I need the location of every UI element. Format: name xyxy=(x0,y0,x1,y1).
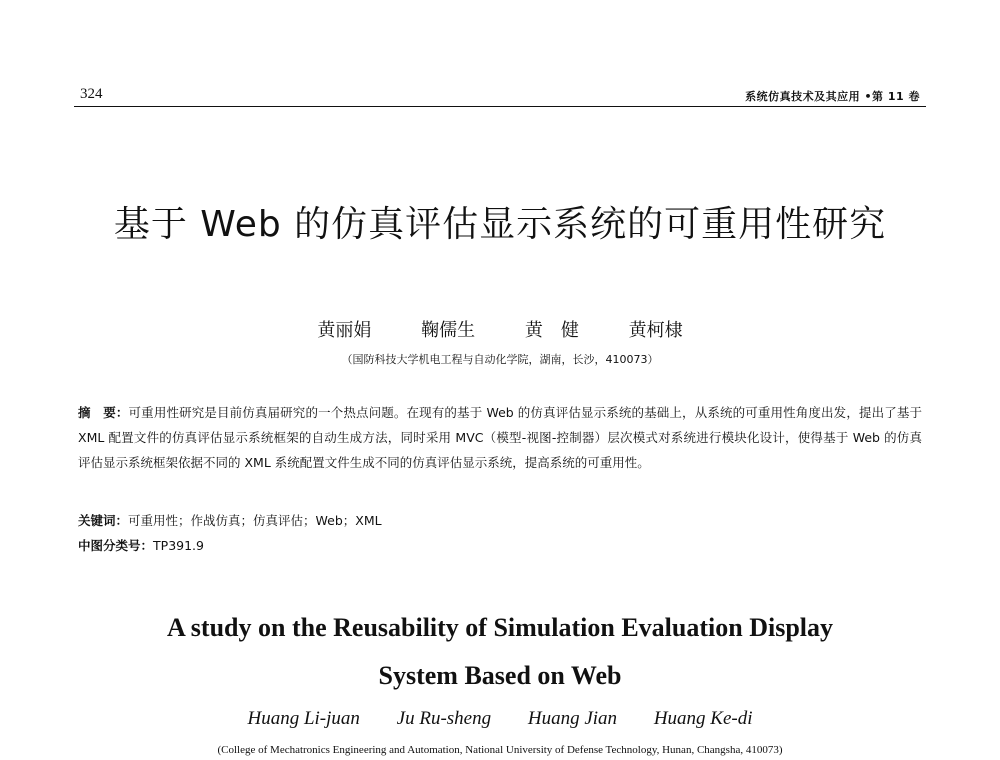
abstract-text: 可重用性研究是目前仿真届研究的一个热点问题。在现有的基于 Web 的仿真评估显示系统的基础上，从系统的可重用性角度出发，提出了基于 XML 配置文件的仿真评估显示系统框架的自动生成方法，同时采用 MVC（模型-视图-控制器）层次模式对系统进行模块化设计，使得基于 Web 的仿真评估显示系统框架依据不同的 XML 系统配置文件生成不同的仿真评估显示系统，提高系统的可重用性。 xyxy=(78,405,922,470)
clc-label: 中图分类号： xyxy=(78,538,154,553)
title-english xyxy=(0,604,1000,700)
title-english-line2: System Based on Web xyxy=(378,661,622,690)
author-en: Ju Ru-sheng xyxy=(396,708,492,729)
author-cn: 黄 健 xyxy=(524,320,579,341)
authors-english xyxy=(0,708,1000,730)
header-rule xyxy=(74,106,926,107)
keywords xyxy=(78,511,382,529)
authors-chinese xyxy=(0,316,1000,342)
page-number: 324 xyxy=(80,86,103,102)
affiliation-english: (College of Mechatronics Engineering and Automation, National University of Defense Technology, Hunan, Changsha, 410073) xyxy=(217,744,783,756)
author-cn: 鞠儒生 xyxy=(421,320,476,341)
affiliation-chinese: （国防科技大学机电工程与自动化学院，湖南，长沙，410073） xyxy=(341,353,659,366)
title-chinese: 基于 Web 的仿真评估显示系统的可重用性研究 xyxy=(113,204,887,245)
author-en: Huang Ke-di xyxy=(653,708,753,729)
journal-header: 系统仿真技术及其应用 •第 11 卷 xyxy=(745,90,920,103)
author-en: Huang Li-juan xyxy=(247,708,360,729)
keywords-text: 可重用性；作战仿真；仿真评估；Web；XML xyxy=(128,513,382,528)
author-en: Huang Jian xyxy=(527,708,618,729)
clc-text: TP391.9 xyxy=(153,538,204,553)
abstract xyxy=(78,400,922,475)
author-cn: 黄丽娟 xyxy=(317,320,372,341)
title-english-line1: A study on the Reusability of Simulation Evaluation Display xyxy=(166,613,834,642)
classification-number xyxy=(78,536,204,554)
abstract-label: 摘 要： xyxy=(78,405,129,420)
author-cn: 黄柯棣 xyxy=(628,320,683,341)
keywords-label: 关键词： xyxy=(78,513,129,528)
